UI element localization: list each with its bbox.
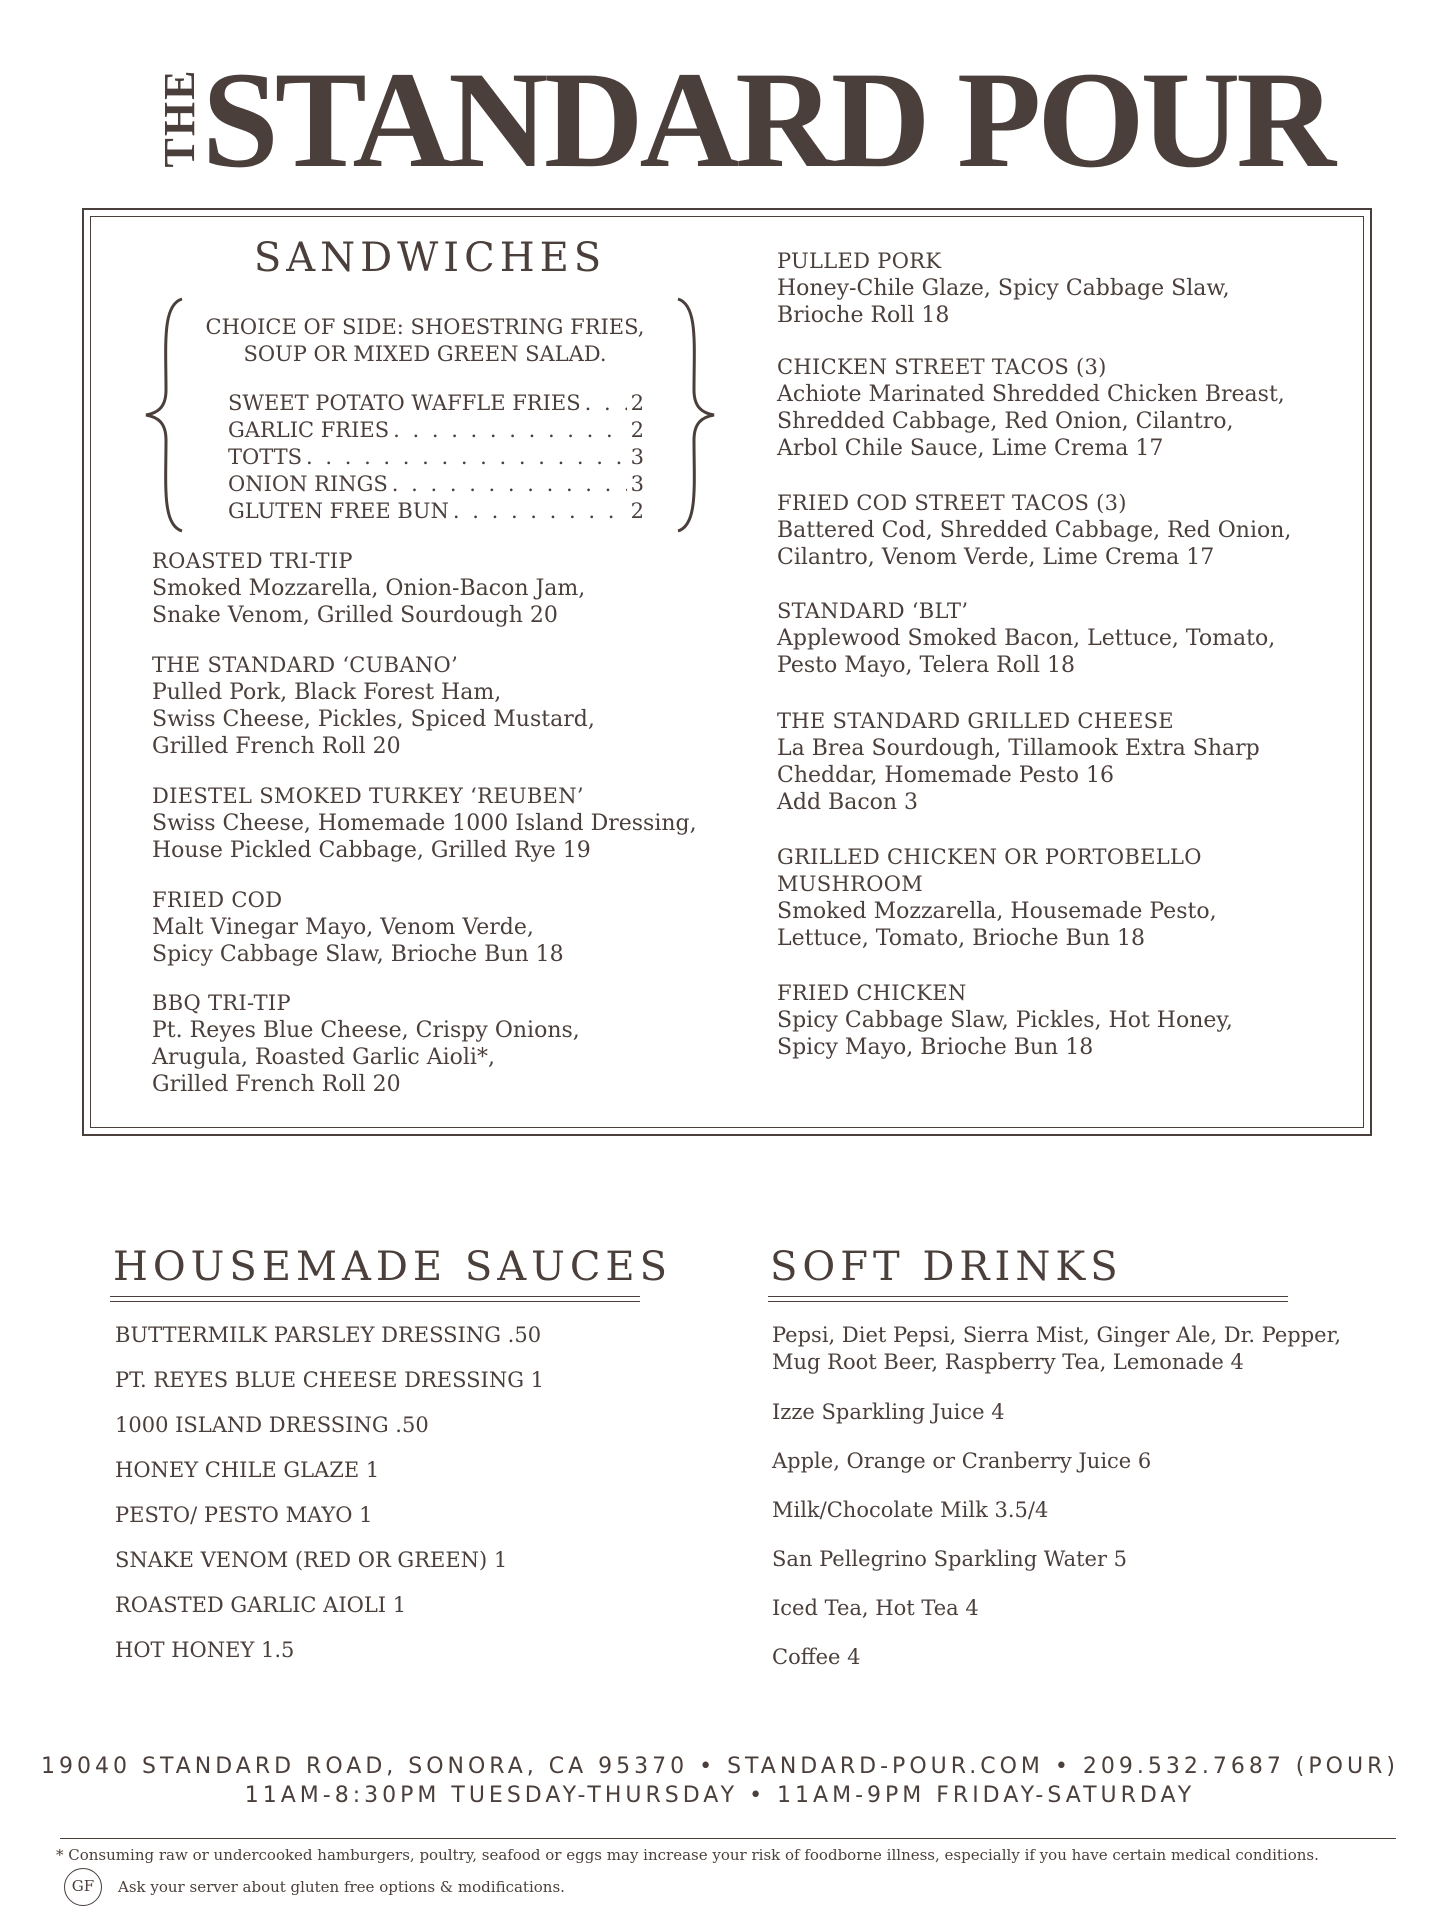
menu-item-grilled-cheese [777,708,1337,816]
menu-item-desc: Pt. Reyes Blue Cheese, Crispy Onions, [152,1018,580,1043]
menu-item-chicken-street-tacos [777,354,1337,462]
menu-item-blt [777,598,1337,679]
menu-item-name: STANDARD ‘BLT’ [777,599,969,623]
drinks-title: SOFT DRINKS [770,1244,1123,1290]
logo-wordmark: STANDARD POUR [202,43,1332,196]
drink-item: Izze Sparkling Juice 4 [772,1400,1005,1424]
menu-item-name-cont: MUSHROOM [777,872,924,896]
drink-item: San Pellegrino Sparkling Water 5 [772,1547,1128,1571]
footer-address-line: 19040 STANDARD ROAD, SONORA, CA 95370 • STANDARD-POUR.COM • 209.532.7687 (POUR) [41,1754,1399,1779]
sauce-item: HONEY CHILE GLAZE 1 [115,1458,380,1482]
sauces-title: HOUSEMADE SAUCES [113,1244,673,1290]
menu-item-desc: Achiote Marinated Shredded Chicken Breast, [777,382,1285,407]
menu-item-desc: Spicy Cabbage Slaw, Pickles, Hot Honey, [777,1008,1233,1033]
menu-item-name: PULLED PORK [777,249,942,273]
side-upgrade-name: GLUTEN FREE BUN [228,499,449,523]
menu-item-desc: Pesto Mayo, Telera Roll 18 [777,653,1076,678]
side-upgrade-price: 2 [630,391,644,415]
side-upgrade-name: SWEET POTATO WAFFLE FRIES [228,391,581,415]
sauce-item: HOT HONEY 1.5 [115,1638,295,1662]
menu-item-desc: Grilled French Roll 20 [152,1072,401,1097]
drink-item: Coffee 4 [772,1645,861,1669]
leader-dots [585,390,627,417]
menu-item-name: CHICKEN STREET TACOS (3) [777,355,1107,379]
side-upgrade-name: TOTTS [228,445,303,469]
side-choice-note [185,314,665,368]
menu-item-desc: Swiss Cheese, Homemade 1000 Island Dressing, [152,811,697,836]
side-choice-line-2: SOUP OR MIXED GREEN SALAD. [243,342,607,366]
menu-item-name: THE STANDARD GRILLED CHEESE [777,709,1174,733]
menu-item-desc: Cheddar, Homemade Pesto 16 [777,763,1114,788]
side-upgrade-item [228,417,644,444]
right-curly-brace [660,295,720,535]
gluten-free-icon: GF [64,1868,102,1906]
menu-item-name: DIESTEL SMOKED TURKEY ‘REUBEN’ [152,784,584,808]
side-upgrade-item [228,471,644,498]
menu-item-desc: Battered Cod, Shredded Cabbage, Red Onion, [777,518,1292,543]
sandwiches-title: SANDWICHES [253,235,607,281]
leader-dots [393,417,626,444]
menu-item-desc: Brioche Roll 18 [777,303,950,328]
menu-item-name: ROASTED TRI-TIP [152,549,353,573]
sauce-item: BUTTERMILK PARSLEY DRESSING .50 [115,1323,542,1347]
drink-item: Iced Tea, Hot Tea 4 [772,1596,979,1620]
menu-item-desc: Honey-Chile Glaze, Spicy Cabbage Slaw, [777,276,1230,301]
menu-item-pulled-pork [777,248,1337,329]
side-upgrade-price: 2 [630,499,644,523]
menu-item-name: FRIED COD [152,888,283,912]
menu-item-desc: Lettuce, Tomato, Brioche Bun 18 [777,926,1146,951]
menu-item-desc: Grilled French Roll 20 [152,734,401,759]
menu-item-desc: House Pickled Cabbage, Grilled Rye 19 [152,838,591,863]
menu-item-name: BBQ TRI-TIP [152,991,291,1015]
side-upgrade-price: 3 [630,445,644,469]
menu-item-desc: Arugula, Roasted Garlic Aioli*, [152,1045,495,1070]
drink-item: Apple, Orange or Cranberry Juice 6 [772,1449,1152,1473]
drink-item: Pepsi, Diet Pepsi, Sierra Mist, Ginger Ale, Dr. Pepper, Mug Root Beer, Raspberry Tea, Lemonade 4 [772,1323,1341,1374]
menu-item-name: THE STANDARD ‘CUBANO’ [152,653,459,677]
menu-item-desc: Cilantro, Venom Verde, Lime Crema 17 [777,545,1215,570]
menu-item-name: GRILLED CHICKEN OR PORTOBELLO [777,845,1202,869]
side-upgrade-item [228,444,644,471]
menu-item-fried-cod-tacos [777,490,1337,571]
menu-item-desc: Applewood Smoked Bacon, Lettuce, Tomato, [777,626,1276,651]
drink-item: Milk/Chocolate Milk 3.5/4 [772,1498,1049,1522]
menu-item-desc: Pulled Pork, Black Forest Ham, [152,680,502,705]
sauce-item: 1000 ISLAND DRESSING .50 [115,1413,429,1437]
menu-item-desc: Spicy Cabbage Slaw, Brioche Bun 18 [152,942,564,967]
menu-item-desc: Spicy Mayo, Brioche Bun 18 [777,1035,1094,1060]
menu-item-desc: Shredded Cabbage, Red Onion, Cilantro, [777,409,1234,434]
menu-item-fried-chicken [777,980,1337,1061]
menu-item-fried-cod [152,887,712,968]
food-safety-disclaimer: * Consuming raw or undercooked hamburgers, poultry, seafood or eggs may increase your risk of foodborne illness, especially if you have certain medical conditions. [56,1846,1319,1864]
side-upgrade-item [228,498,644,525]
leader-dots [392,471,627,498]
menu-item-desc: La Brea Sourdough, Tillamook Extra Sharp [777,736,1260,761]
menu-item-roasted-tri-tip [152,548,712,629]
leader-dots [306,444,627,471]
side-upgrade-name: ONION RINGS [228,472,388,496]
sauce-item: SNAKE VENOM (RED OR GREEN) 1 [115,1548,508,1572]
gluten-free-note: Ask your server about gluten free options & modifications. [118,1878,565,1896]
side-upgrade-name: GARLIC FRIES [228,418,390,442]
footer-hours-line: 11AM-8:30PM TUESDAY-THURSDAY • 11AM-9PM FRIDAY-SATURDAY [244,1783,1196,1808]
menu-item-cubano [152,652,712,760]
side-upgrade-price: 2 [630,418,644,442]
menu-item-desc: Add Bacon 3 [777,790,919,815]
menu-item-name: FRIED COD STREET TACOS (3) [777,491,1127,515]
sauce-item: ROASTED GARLIC AIOLI 1 [115,1593,407,1617]
side-upgrades-list [228,390,644,525]
sauce-item: PT. REYES BLUE CHEESE DRESSING 1 [115,1368,545,1392]
menu-item-desc: Arbol Chile Sauce, Lime Crema 17 [777,436,1164,461]
sauce-item: PESTO/ PESTO MAYO 1 [115,1503,373,1527]
side-upgrade-item [228,390,644,417]
side-upgrade-price: 3 [630,472,644,496]
sauces-title-rule [110,1296,640,1302]
drinks-title-rule [768,1296,1288,1302]
menu-item-desc: Smoked Mozzarella, Onion-Bacon Jam, [152,576,586,601]
logo-the: THE [155,68,204,168]
menu-item-grilled-chicken-portobello [777,844,1337,952]
menu-item-name: FRIED CHICKEN [777,981,967,1005]
menu-item-desc: Swiss Cheese, Pickles, Spiced Mustard, [152,707,595,732]
menu-item-desc: Malt Vinegar Mayo, Venom Verde, [152,915,534,940]
menu-item-turkey-reuben [152,783,712,864]
menu-item-desc: Snake Venom, Grilled Sourdough 20 [152,603,558,628]
leader-dots [453,498,627,525]
footer-rule [60,1838,1396,1839]
side-choice-line-1: CHOICE OF SIDE: SHOESTRING FRIES, [205,315,645,339]
menu-item-desc: Smoked Mozzarella, Housemade Pesto, [777,899,1217,924]
menu-item-bbq-tri-tip [152,990,712,1098]
brand-logo [130,40,1332,196]
